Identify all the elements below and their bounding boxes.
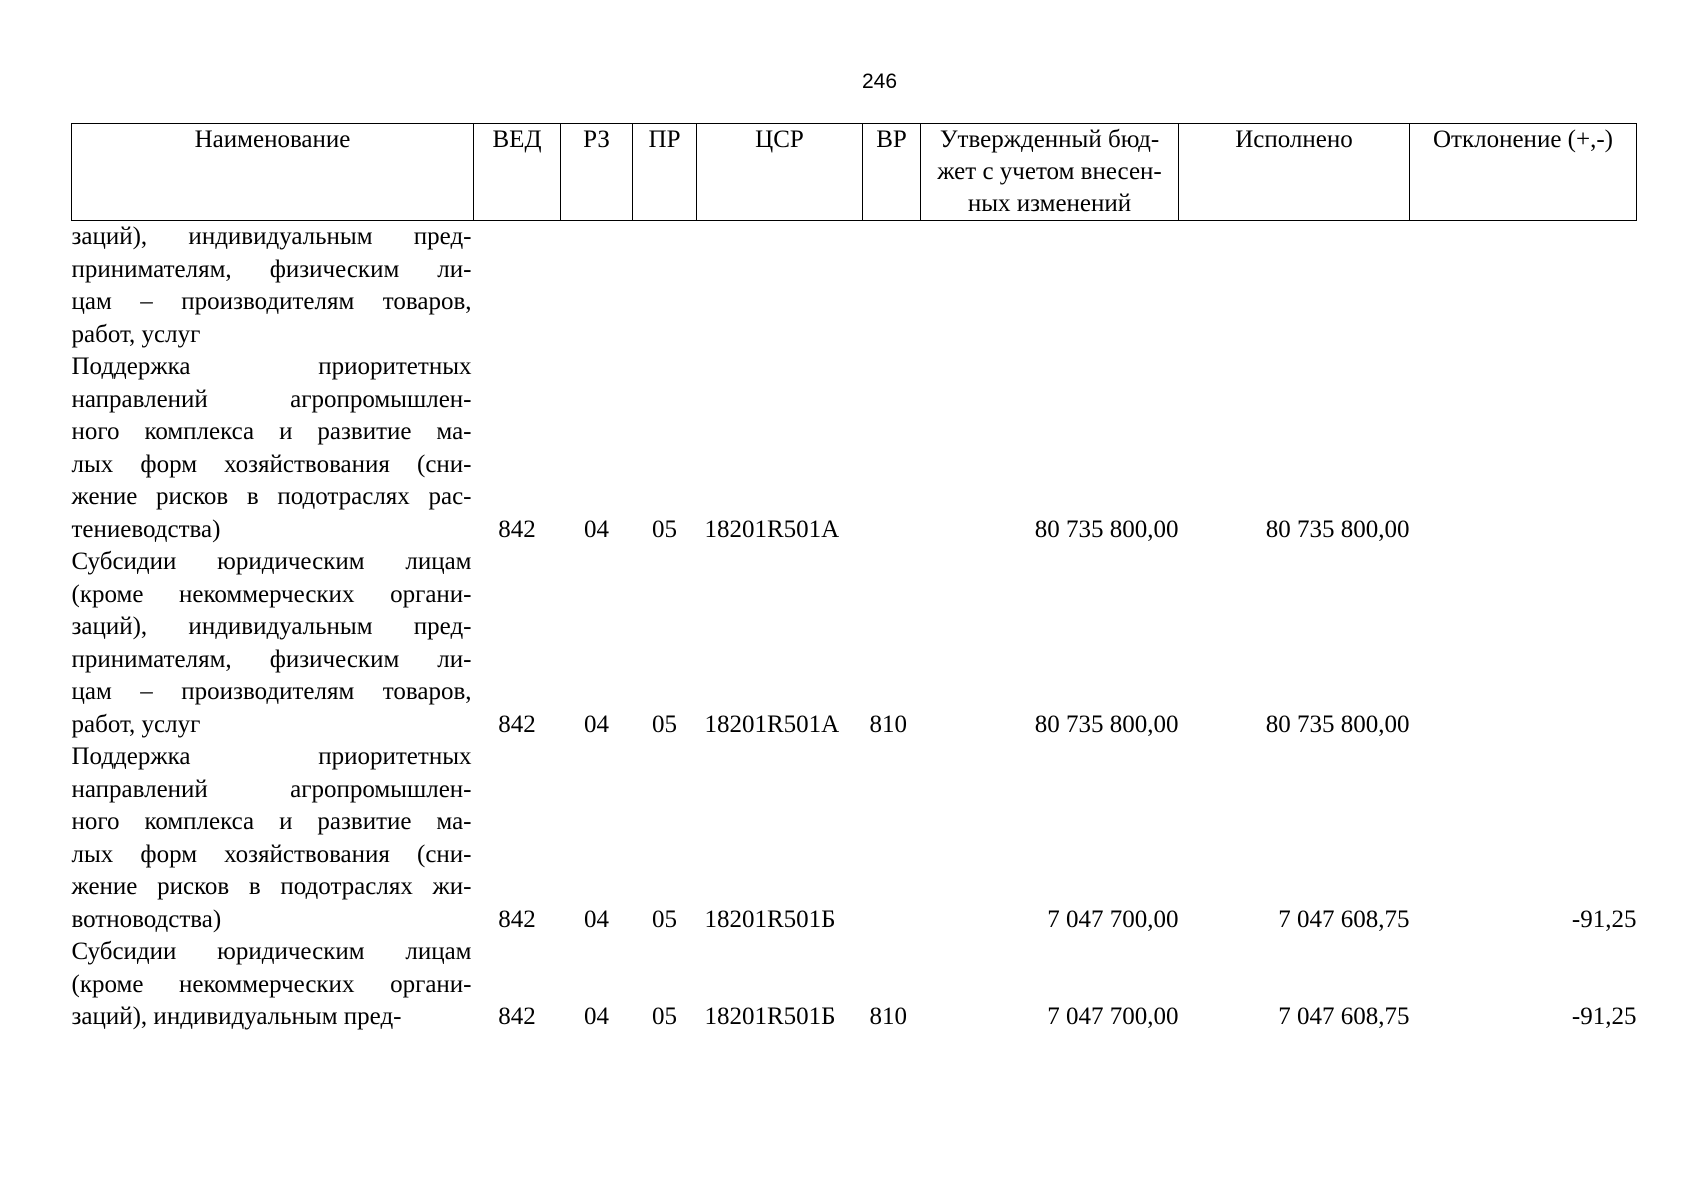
- row-pr: [633, 221, 697, 352]
- table-row: [72, 546, 1637, 741]
- row-name-line: лых форм хозяйствования (сни-: [71, 450, 472, 478]
- row-pr: 05: [652, 710, 677, 738]
- row-ved: 842: [498, 1003, 536, 1030]
- header-csr: ЦСР: [697, 124, 863, 221]
- row-vr: 810: [869, 710, 907, 738]
- row-csr: [697, 221, 863, 352]
- row-budget: 80 735 800,00: [1034, 710, 1179, 738]
- row-name-line: Субсидии юридическим лицам: [71, 938, 472, 965]
- row-budget: [921, 221, 1179, 352]
- row-name-line: Субсидии юридическим лицам: [71, 548, 472, 575]
- table-row: [72, 351, 1637, 546]
- row-ved: 842: [498, 515, 536, 543]
- row-csr: 18201R501Б: [704, 1003, 836, 1030]
- header-pr: ПР: [633, 124, 697, 221]
- row-budget: 7 047 700,00: [1047, 905, 1179, 933]
- header-budget: [921, 124, 1179, 221]
- row-name-line: работ, услуг: [71, 320, 201, 348]
- row-rz: 04: [584, 905, 609, 933]
- row-name-line: жение рисков в подотраслях рас-: [71, 483, 472, 510]
- header-budget-line-2: жет с учетом внесен-: [937, 158, 1162, 185]
- row-name: [72, 936, 474, 1034]
- row-deviation: [1410, 221, 1637, 352]
- row-vr: [863, 741, 921, 936]
- row-name-line: заций), индивидуальным пред-: [71, 223, 472, 250]
- table-header-row: [72, 124, 1637, 221]
- row-executed: 7 047 608,75: [1278, 1003, 1410, 1030]
- row-name-line: ного комплекса и развитие ма-: [71, 808, 472, 835]
- header-deviation: Отклонение (+,-): [1410, 124, 1637, 221]
- row-name-line: вотноводства): [71, 905, 222, 933]
- row-name: [72, 351, 474, 546]
- row-name: [72, 221, 474, 352]
- row-name-line: (кроме некоммерческих органи-: [71, 970, 472, 998]
- row-name-line: принимателям, физическим ли-: [71, 645, 472, 673]
- row-ved: 842: [498, 905, 536, 933]
- row-name-line: Поддержка приоритетных: [71, 353, 472, 380]
- row-deviation: [1410, 351, 1637, 546]
- header-ved: ВЕД: [474, 124, 561, 221]
- page-number: 246: [862, 70, 898, 93]
- row-deviation: -91,25: [1571, 905, 1637, 933]
- header-budget-line-1: Утвержденный бюд-: [939, 126, 1160, 153]
- row-name: [72, 546, 474, 741]
- row-budget: 80 735 800,00: [1034, 515, 1179, 543]
- row-vr: [863, 221, 921, 352]
- row-csr: 18201R501А: [704, 515, 840, 543]
- row-name-line: направлений агропромышлен-: [71, 775, 472, 803]
- row-csr: 18201R501А: [704, 710, 840, 738]
- table-row: [72, 221, 1637, 352]
- row-name-line: ного комплекса и развитие ма-: [71, 418, 472, 445]
- row-name-line: тениеводства): [71, 515, 221, 543]
- row-rz: 04: [584, 1003, 609, 1030]
- row-deviation: -91,25: [1571, 1003, 1637, 1030]
- row-rz: [561, 221, 633, 352]
- row-rz: 04: [584, 710, 609, 738]
- row-name-line: (кроме некоммерческих органи-: [71, 580, 472, 608]
- row-ved: [474, 221, 561, 352]
- header-executed: Исполнено: [1179, 124, 1410, 221]
- table-body: [72, 221, 1637, 1034]
- row-vr: 810: [869, 1003, 907, 1030]
- row-deviation: [1410, 546, 1637, 741]
- row-pr: 05: [652, 1003, 677, 1030]
- header-rz: РЗ: [561, 124, 633, 221]
- row-name: [72, 741, 474, 936]
- row-vr: [863, 351, 921, 546]
- table-row: [72, 741, 1637, 936]
- row-name-line: направлений агропромышлен-: [71, 385, 472, 413]
- row-executed: 80 735 800,00: [1265, 515, 1410, 543]
- row-name-line: заций), индивидуальным пред-: [71, 1003, 402, 1030]
- header-budget-line-3: ных изменений: [967, 190, 1132, 217]
- row-name-line: принимателям, физическим ли-: [71, 255, 472, 283]
- budget-table: [71, 123, 1637, 1034]
- row-pr: 05: [652, 905, 677, 933]
- row-name-line: цам – производителям товаров,: [71, 678, 472, 705]
- row-name-line: цам – производителям товаров,: [71, 288, 472, 315]
- row-name-line: лых форм хозяйствования (сни-: [71, 840, 472, 868]
- header-vr: ВР: [863, 124, 921, 221]
- row-executed: [1179, 221, 1410, 352]
- row-ved: 842: [498, 710, 536, 738]
- row-budget: 7 047 700,00: [1047, 1003, 1179, 1030]
- row-name-line: работ, услуг: [71, 710, 201, 738]
- header-name: Наименование: [72, 124, 474, 221]
- row-name-line: жение рисков в подотраслях жи-: [71, 873, 472, 900]
- row-pr: 05: [652, 515, 677, 543]
- table-row: [72, 936, 1637, 1034]
- row-rz: 04: [584, 515, 609, 543]
- row-name-line: Поддержка приоритетных: [71, 743, 472, 770]
- row-csr: 18201R501Б: [704, 905, 836, 933]
- row-executed: 7 047 608,75: [1278, 905, 1410, 933]
- row-name-line: заций), индивидуальным пред-: [71, 613, 472, 640]
- row-executed: 80 735 800,00: [1265, 710, 1410, 738]
